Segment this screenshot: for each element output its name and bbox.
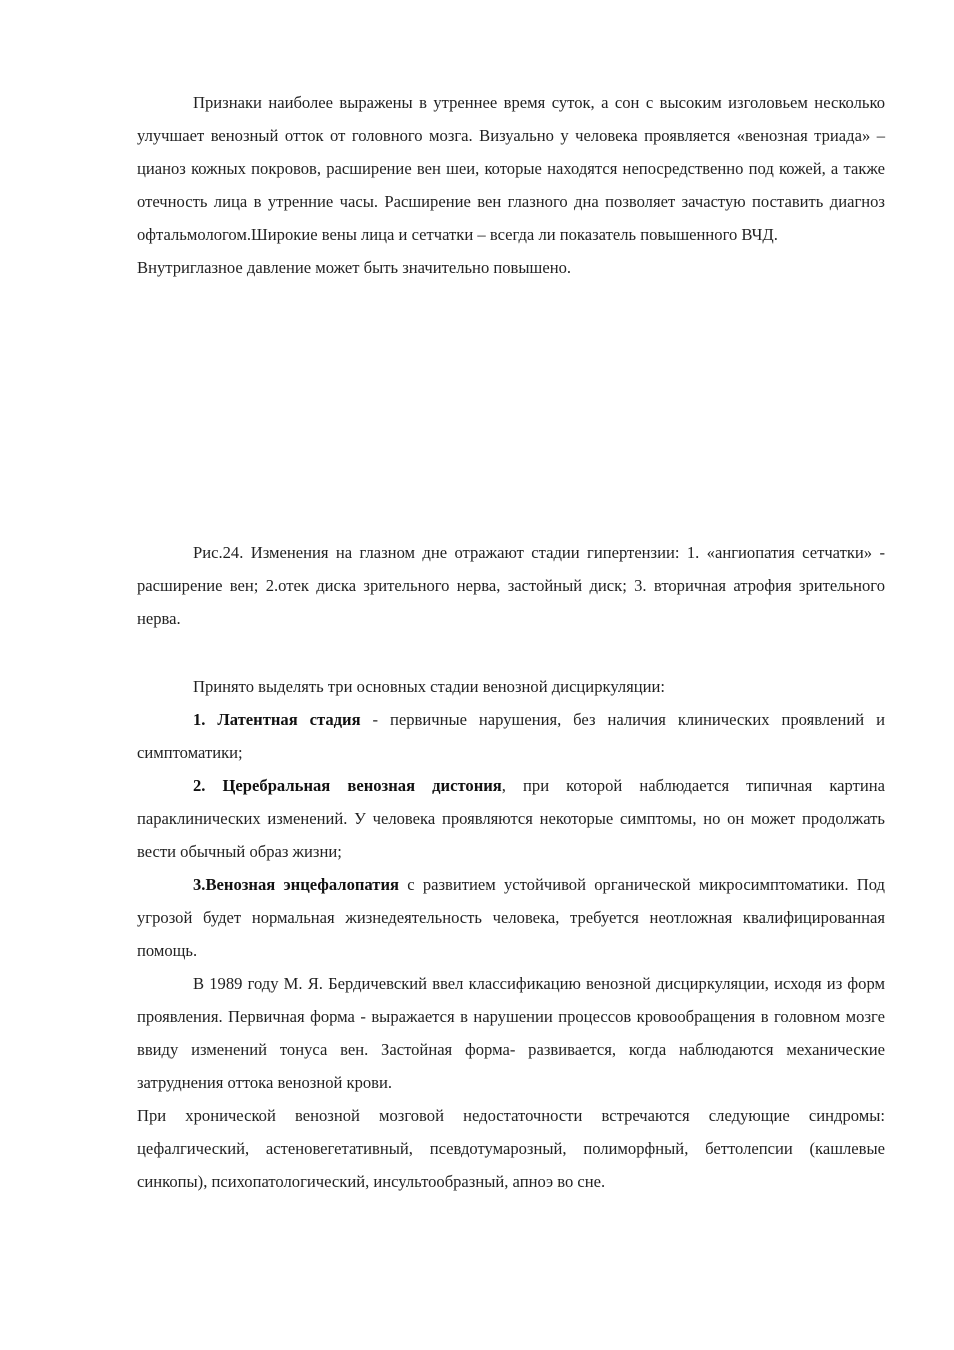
classification-paragraph: В 1989 году М. Я. Бердичевский ввел классификацию венозной дисциркуляции, исходя из форм проявления. Первичная форма - выражается в нарушении процессов кровообращения в головном мозге ввиду изменений тонуса вен. Застойная форма- развивается, когда наблюдаются механические затруднения оттока венозной крови. [137, 974, 885, 1092]
stage-text: , при которой наблюдается типичная картина параклинических изменений. У человека проявляются некоторые симптомы, но он может продолжать вести обычный образ жизни; [137, 776, 886, 861]
figure-caption-section [137, 536, 885, 635]
stage-title: 3.Венозная энцефалопатия [193, 875, 399, 894]
figure-caption: Рис.24. Изменения на глазном дне отражают стадии гипертензии: 1. «ангиопатия сетчатки» - расширение вен; 2.отек диска зрительного нерва, застойный диск; 3. вторичная атрофия зрительного нерва. [137, 543, 885, 628]
figure-placeholder [137, 330, 885, 530]
intro-section [137, 86, 885, 284]
stage-item-latent [137, 703, 885, 769]
syndromes-paragraph: При хронической венозной мозговой недостаточности встречаются следующие синдромы: цефалгический, астеновегетативный, псевдотумарозный, полиморфный, беттолепсии (кашлевые синкопы), психопатологический, инсультообразный, апноэ во сне. [137, 1106, 885, 1191]
stage-text: с развитием устойчивой органической микросимптоматики. Под угрозой будет нормальная жизнедеятельность человека, требуется неотложная квалифицированная помощь. [137, 875, 885, 960]
stage-title: 2. Церебральная венозная дистония [193, 776, 502, 795]
stage-text: - первичные нарушения, без наличия клинических проявлений и симптоматики; [137, 710, 885, 762]
stage-item-dystonia [137, 769, 885, 868]
intro-text: Признаки наиболее выражены в утреннее время суток, а сон с высоким изголовьем несколько улучшает венозный отток от головного мозга. Визуально у человека проявляется «венозная триада» – цианоз кожных покровов, расширение вен шеи, которые находятся непосредственно под кожей, а также отечность лица в утренние часы. Расширение вен глазного дна позволяет зачастую поставить диагноз офтальмологом. [137, 93, 885, 244]
stage-item-encephalopathy [137, 868, 885, 967]
stages-section [137, 670, 885, 1198]
pressure-note: Внутриглазное давление может быть значительно повышено. [137, 258, 572, 277]
stages-intro: Принято выделять три основных стадии венозной дисциркуляции: [193, 677, 666, 696]
stage-title: 1. Латентная стадия [193, 710, 361, 729]
vchd-question: Широкие вены лица и сетчатки – всегда ли показатель повышенного ВЧД. [251, 225, 778, 244]
intro-paragraph [137, 86, 885, 251]
